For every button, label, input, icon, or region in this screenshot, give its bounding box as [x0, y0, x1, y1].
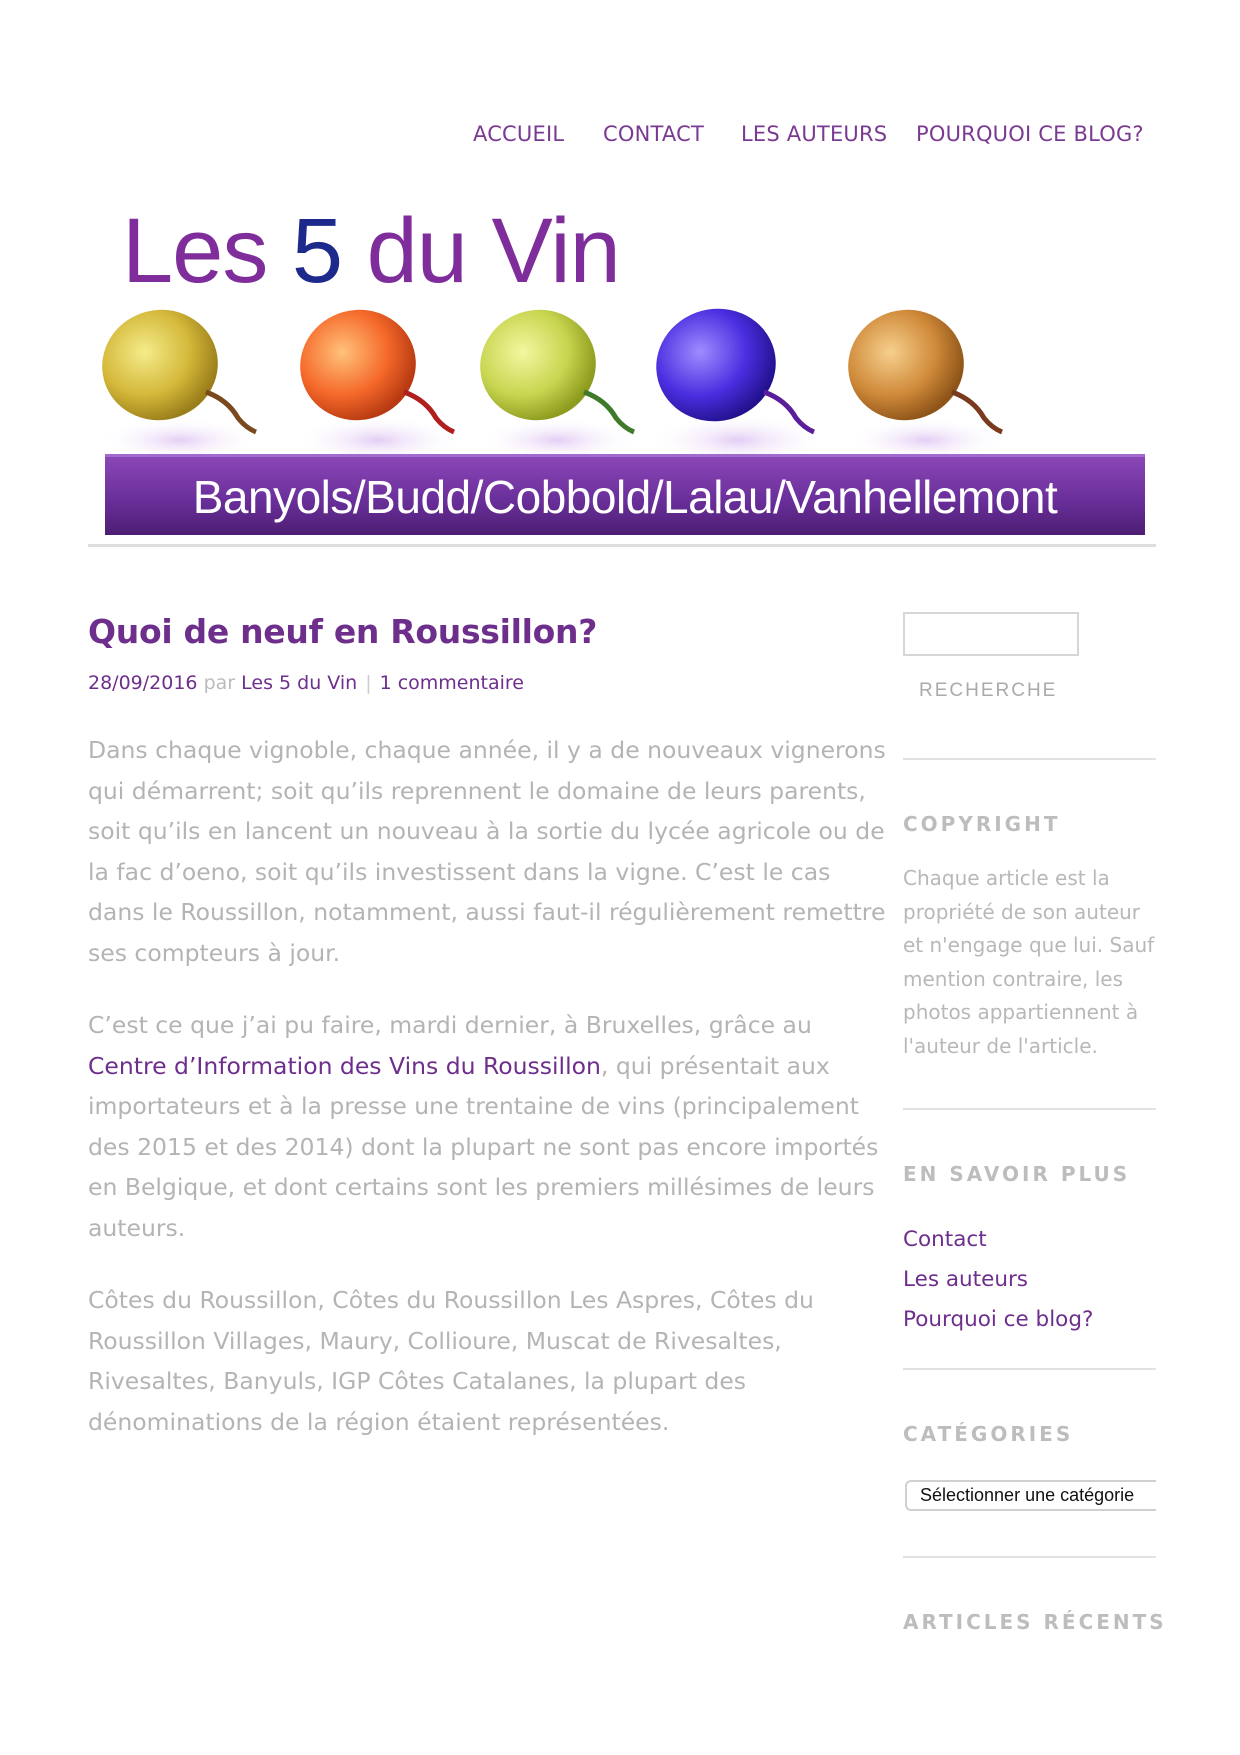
categories-title: CATÉGORIES	[903, 1422, 1074, 1446]
sidebar-divider	[903, 1108, 1156, 1110]
sidebar-divider	[903, 1556, 1156, 1558]
categories-select-value: Sélectionner une catégorie	[920, 1485, 1135, 1505]
nav-pourquoi-ce-blog[interactable]: POURQUOI CE BLOG?	[916, 122, 1144, 146]
grape-orange	[288, 300, 463, 464]
grapes-illustration	[88, 300, 1156, 470]
post-meta	[88, 672, 524, 694]
more-link-les-auteurs[interactable]: Les auteurs	[903, 1267, 1028, 1292]
post-date[interactable]: 28/09/2016	[88, 672, 198, 694]
more-link-pourquoi-ce-blog[interactable]: Pourquoi ce blog?	[903, 1307, 1094, 1332]
more-link-contact[interactable]: Contact	[903, 1227, 987, 1252]
banner-authors-strip	[105, 454, 1145, 535]
main-nav	[0, 122, 1240, 152]
post-paragraph-1: Dans chaque vignoble, chaque année, il y a de nouveaux vignerons qui démarrent; soit qu’ils reprennent le domaine de leurs parents, soit qu’ils en lancent un nouveau à la sortie du lycée agricole ou de la fac d’oeno, soit qu’ils investissent dans la vigne. C’est le cas dans le Roussillon, notamment, aussi faut-il régulièrement remettre ses compteurs à jour.	[88, 736, 886, 967]
post-comments-link[interactable]: 1 commentaire	[379, 672, 524, 694]
post-article	[88, 612, 888, 1436]
recent-articles-title: ARTICLES RÉCENTS	[903, 1610, 1167, 1634]
copyright-text: Chaque article est la propriété de son auteur et n'engage que lui. Sauf mention contraire, les photos appartiennent à l'auteur de l'article.	[903, 866, 1155, 1058]
post-paragraph-3: Côtes du Roussillon, Côtes du Roussillon Les Aspres, Côtes du Roussillon Villages, Maury, Collioure, Muscat de Rivesaltes, Rivesaltes, Banyuls, IGP Côtes Catalanes, la plupart des dénominations de la région étaient représentées.	[88, 1286, 814, 1436]
meta-separator: |	[365, 672, 372, 694]
banner-title: Les 5 du Vin	[122, 200, 620, 302]
header-divider	[88, 544, 1156, 547]
more-links-list	[903, 1220, 1093, 1340]
post-by: par	[203, 672, 236, 694]
post-author[interactable]: Les 5 du Vin	[241, 672, 358, 694]
sidebar-divider	[903, 758, 1156, 760]
nav-contact[interactable]: CONTACT	[603, 122, 704, 146]
civr-link[interactable]: Centre d’Information des Vins du Roussillon	[88, 1051, 601, 1080]
more-title: EN SAVOIR PLUS	[903, 1162, 1131, 1186]
search-button[interactable]: RECHERCHE	[919, 680, 1058, 701]
post-title[interactable]: Quoi de neuf en Roussillon?	[88, 612, 598, 651]
grape-yellow	[90, 300, 260, 462]
grape-amber	[836, 300, 1006, 462]
site-banner[interactable]	[88, 200, 1156, 540]
banner-authors: Banyols/Budd/Cobbold/Lalau/Vanhellemont	[192, 471, 1058, 523]
sidebar-divider	[903, 1368, 1156, 1370]
grape-green	[468, 300, 638, 462]
nav-les-auteurs[interactable]: LES AUTEURS	[741, 122, 888, 146]
search-input[interactable]	[903, 612, 1079, 656]
nav-accueil[interactable]: ACCUEIL	[473, 122, 565, 146]
post-paragraph-2: C’est ce que j’ai pu faire, mardi dernier, à Bruxelles, grâce au Centre d’Information des Vins du Roussillon, qui présentait aux importateurs et à la presse une trentaine de vins (principalement des 2015 et des 2014) dont la plupart ne sont pas encore importés en Belgique, et dont certains sont les premiers millésimes de leurs auteurs.	[88, 1011, 879, 1242]
grape-blue	[644, 300, 828, 466]
copyright-title: COPYRIGHT	[903, 812, 1061, 836]
post-body	[88, 730, 888, 1474]
categories-select[interactable]	[905, 1480, 1156, 1511]
